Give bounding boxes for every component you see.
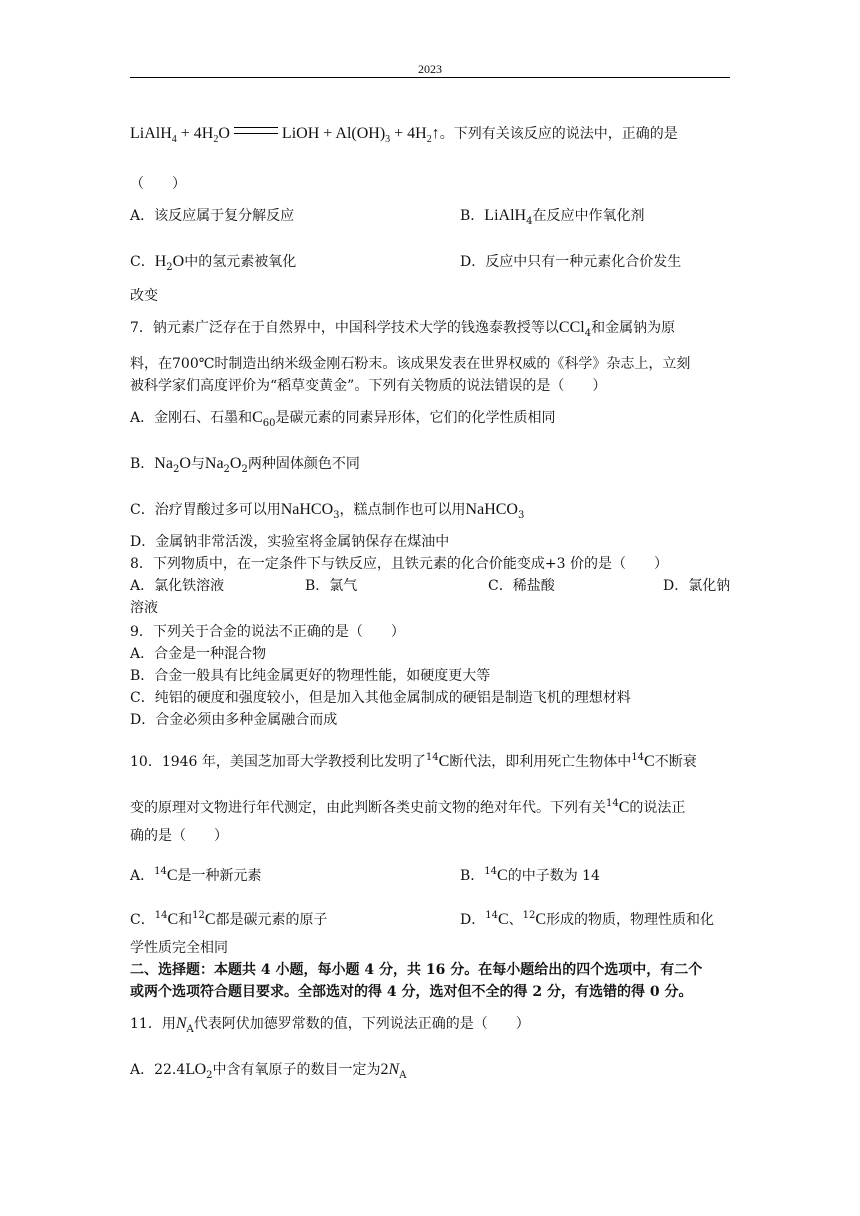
- q10-option-d: D．$^{14}$C、$^{12}$C形成的物质，物理性质和化: [460, 910, 715, 928]
- q7-option-a: A．金刚石、石墨和$C_{60}$是碳元素的同素异形体，它们的化学性质相同: [130, 409, 556, 429]
- q6-option-d: D．反应中只有一种元素化合价发生: [460, 254, 682, 270]
- q7-option-d: D．金属钠非常活泼，实验室将金属钠保存在煤油中: [130, 534, 450, 550]
- q10-option-d-wrap: 学性质完全相同: [130, 940, 228, 956]
- q8-stem: 8．下列物质中，在一定条件下与铁反应，且铁元素的化合价能变成+3 价的是（ ）: [130, 556, 668, 572]
- q8-option-d-wrap: 溶液: [130, 600, 158, 616]
- q6-stem-tail: 。下列有关该反应的说法中，正确的是: [439, 126, 678, 142]
- q10-options-ab: [130, 862, 730, 886]
- equation: LiAlH$_4$ + $4H_2O$ LiOH + $Al(OH)_3$ + $4H_2↑$: [130, 125, 440, 145]
- q10-options-cd: [130, 906, 730, 930]
- section2-instructions-1: 二、选择题：本题共 4 小题，每小题 4 分，共 16 分。在每小题给出的四个选项中，有二个: [130, 962, 703, 978]
- q11-stem: 11．用$N_A$代表阿伏加德罗常数的值，下列说法正确的是（ ）: [130, 1015, 530, 1035]
- q7-stem-3: 被科学家们高度评价为“稻草变黄金”。下列有关物质的说法错误的是（ ）: [130, 378, 607, 394]
- q6-option-a: A．该反应属于复分解反应: [130, 208, 295, 224]
- q10-option-b: B．$^{14}$C的中子数为 14: [460, 866, 600, 884]
- header-divider: [130, 77, 730, 78]
- q8-option-b: B．氯气: [305, 578, 358, 594]
- q10-option-c: C．$^{14}$C和$^{12}$C都是碳元素的原子: [130, 910, 328, 928]
- q11-option-a: A．$22.4LO_2$中含有氧原子的数目一定为$2N_A$: [130, 1061, 407, 1081]
- q9-option-b: B．合金一般具有比纯金属更好的物理性能，如硬度更大等: [130, 668, 491, 684]
- q9-stem: 9．下列关于合金的说法不正确的是（ ）: [130, 624, 405, 640]
- q8-option-d: D．氯化钠: [663, 578, 731, 594]
- q7-stem-1: 7．钠元素广泛存在于自然界中，中国科学技术大学的钱逸泰教授等以CCl$_4$和金属钠为原: [130, 319, 676, 339]
- q8-options: [130, 576, 730, 596]
- q7-option-b: B．$Na_2O$与$Na_2O_2$两种固体颜色不同: [130, 455, 360, 475]
- section2-instructions-2: 或两个选项符合题目要求。全部选对的得 4 分，选对但不全的得 2 分，有选错的得 0 分。: [130, 984, 693, 1000]
- q6-options-cd: [130, 252, 730, 278]
- q10-stem-1: 10．1946 年，美国芝加哥大学教授利比发明了$^{14}$C断代法，即利用死亡生物体中$^{14}$C不断衰: [130, 752, 697, 770]
- q8-option-c: C．稀盐酸: [488, 578, 555, 594]
- header-year: 2023: [418, 62, 442, 76]
- q6-options-ab: [130, 206, 730, 226]
- q9-option-c: C．纯铝的硬度和强度较小，但是加入其他金属制成的硬铝是制造飞机的理想材料: [130, 690, 631, 706]
- gas-arrow-icon: ↑: [431, 125, 440, 142]
- q7-option-c: C．治疗胃酸过多可以用NaHCO$_3$，糕点制作也可以用NaHCO$_3$: [130, 501, 525, 521]
- q6-option-c: C．$H_2O$中的氢元素被氧化: [130, 253, 297, 273]
- q10-stem-3: 确的是（ ）: [130, 828, 228, 844]
- q6-paren: （ ）: [130, 176, 186, 192]
- equals-sign: [234, 127, 278, 134]
- q6-equation-line: [130, 124, 730, 150]
- q8-option-a: A．氯化铁溶液: [130, 578, 225, 594]
- q9-option-d: D．合金必须由多种金属融合而成: [130, 712, 338, 728]
- q7-stem-2: 料，在700℃时制造出纳米级金刚石粉末。该成果发表在世界权威的《科学》杂志上，立刻: [130, 356, 691, 372]
- q6-option-b: B．LiAlH$_4$在反应中作氧化剂: [460, 207, 645, 227]
- q10-stem-2: 变的原理对文物进行年代测定，由此判断各类史前文物的绝对年代。下列有关$^{14}$C的说法正: [130, 798, 686, 816]
- q6-option-d-wrap: 改变: [130, 288, 158, 304]
- q10-option-a: A．$^{14}$C是一种新元素: [130, 866, 262, 884]
- q9-option-a: A．合金是一种混合物: [130, 646, 267, 662]
